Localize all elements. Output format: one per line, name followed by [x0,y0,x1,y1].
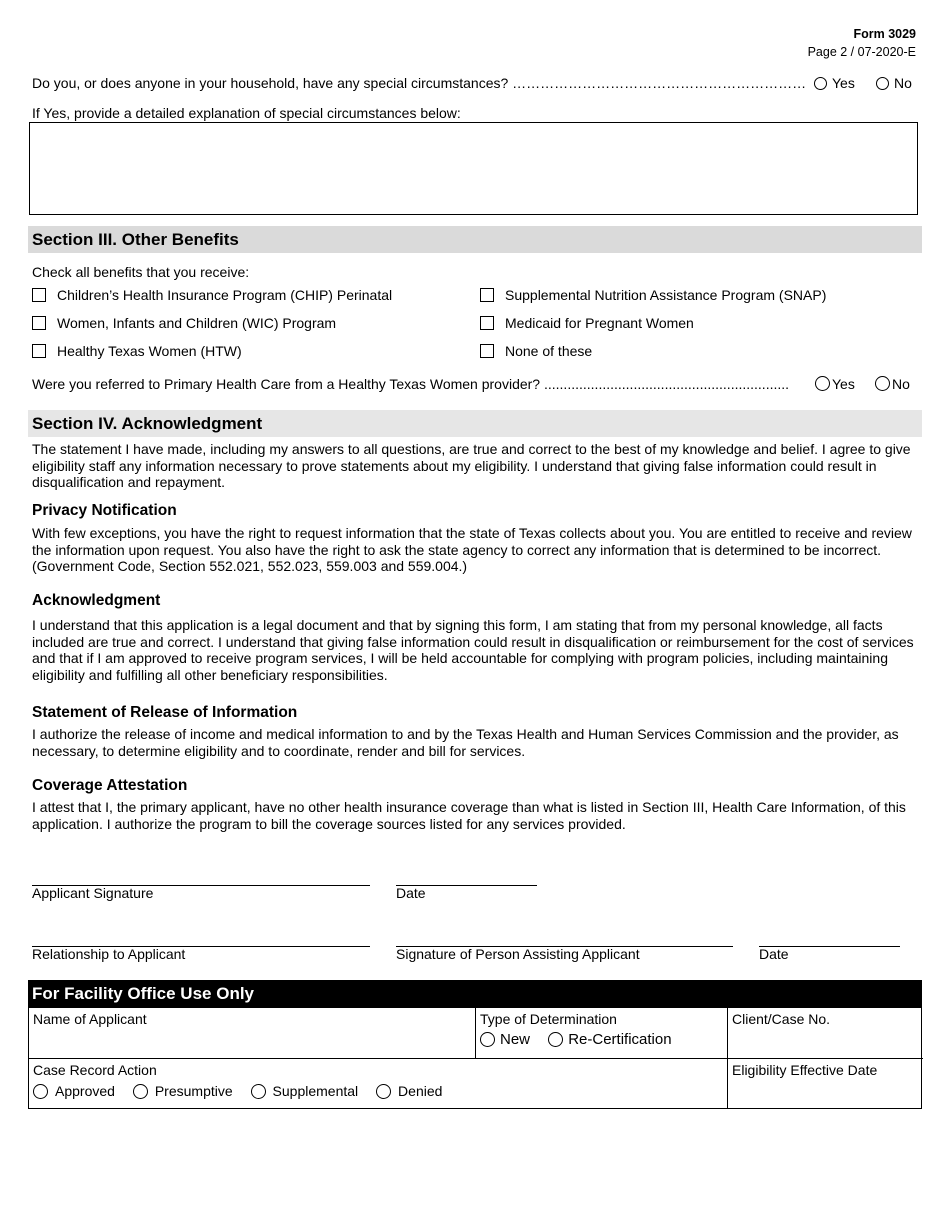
benefit-label: Healthy Texas Women (HTW) [57,343,242,359]
explain-label: If Yes, provide a detailed explanation of special circumstances below: [32,105,461,121]
client-case-no-field[interactable] [728,1008,923,1058]
special-circumstances-question [32,75,806,91]
referral-yes-option[interactable] [815,376,855,392]
benefit-snap[interactable] [480,287,826,303]
section-4-header [28,410,922,437]
radio-button-icon[interactable] [875,376,890,391]
checkbox-icon[interactable] [480,288,494,302]
radio-button-icon[interactable] [548,1032,563,1047]
determination-label: Type of Determination [480,1011,617,1027]
date-label: Date [396,885,426,901]
acknowledgment-intro: The statement I have made, including my answers to all questions, are true and correct to the best of my knowledge and belief. I agree to give eligibility staff any information necessary to prove statements about my eligibility. I understand that giving false information could result in disqualification and repayment. [32,441,911,490]
case-no-label: Client/Case No. [732,1011,831,1027]
no-label: No [894,75,912,91]
coverage-text: I attest that I, the primary applicant, have no other health insurance coverage than what is listed in Section III, Health Care Information, of this application. I authorize the program to bill the coverage sources listed for any services provided. [32,799,906,832]
option-label: Denied [398,1083,443,1099]
facility-table [28,1008,922,1109]
checkbox-icon[interactable] [480,316,494,330]
radio-button-icon[interactable] [133,1084,148,1099]
checkbox-icon[interactable] [32,344,46,358]
checkbox-icon[interactable] [32,316,46,330]
special-yes-option[interactable] [814,75,855,91]
radio-button-icon[interactable] [876,77,889,90]
benefit-label: Medicaid for Pregnant Women [505,315,694,331]
section-3-title: Section III. Other Benefits [32,230,239,249]
benefit-label: Children’s Health Insurance Program (CHIP) Perinatal [57,287,393,303]
determination-recert-option[interactable] [548,1031,671,1048]
name-of-applicant-field[interactable] [29,1008,475,1058]
applicant-signature-label: Applicant Signature [32,885,154,901]
ack-heading: Acknowledgment [32,592,161,609]
radio-button-icon[interactable] [814,77,827,90]
coverage-heading: Coverage Attestation [32,777,188,794]
benefit-wic[interactable] [32,315,336,331]
benefit-htw[interactable] [32,343,242,359]
yes-label: Yes [832,75,855,91]
facility-office-section [28,980,922,1109]
checkbox-icon[interactable] [480,344,494,358]
section-3-header [28,226,922,253]
option-label: Approved [55,1083,115,1099]
benefit-medicaid[interactable] [480,315,694,331]
referral-question [32,376,789,392]
release-text: I authorize the release of income and medical information to and by the Texas Health and Human Services Commission and the provider, as necessary, to determine eligibility and to coordinate, render and bill for services. [32,726,899,759]
radio-button-icon[interactable] [376,1084,391,1099]
option-label: Presumptive [154,1083,233,1099]
benefit-label: None of these [505,343,593,359]
page-info: Page 2 / 07-2020-E [807,45,916,59]
explanation-textarea[interactable] [29,122,918,215]
benefits-instruction: Check all benefits that you receive: [32,264,250,280]
action-presumptive-option[interactable] [133,1083,233,1099]
facility-title: For Facility Office Use Only [28,980,922,1008]
case-record-action-field [29,1059,727,1108]
type-of-determination-field [476,1008,727,1058]
release-heading: Statement of Release of Information [32,704,298,721]
referral-text: Were you referred to Primary Health Care from a Healthy Texas Women provider? [32,376,544,392]
privacy-text: With few exceptions, you have the right to request information that the state of Texas collects about you. You are entitled to receive and review the information upon request. You also have the right to ask the state agency to correct any information that is determined to be incorrect. (Government Code, Section 552.021, 552.023, 559.003 and 559.004.) [32,525,912,574]
special-circumstances-text: Do you, or does anyone in your household, have any special circumstances? [32,75,513,91]
name-of-applicant-label: Name of Applicant [33,1011,147,1027]
yes-label: Yes [832,376,855,392]
section-4-title: Section IV. Acknowledgment [32,414,263,433]
case-action-label: Case Record Action [33,1062,157,1078]
privacy-heading: Privacy Notification [32,502,177,519]
radio-button-icon[interactable] [251,1084,266,1099]
option-label: Supplemental [272,1083,359,1099]
option-label: Re-Certification [568,1031,672,1048]
eligibility-effective-date-field[interactable] [728,1059,923,1108]
option-label: New [500,1031,531,1048]
ack-text: I understand that this application is a legal document and that by signing this form, I am stating that from my personal knowledge, all facts included are true and correct. I understand that giving false information could result in disqualification or reimbursement for the cost of services and that if I am approved to receive program services, I will be held accountable for complying with program policies, including maintaining eligibility and fulfilling all other beneficiary responsibilities. [32,617,914,683]
referral-no-option[interactable] [875,376,910,392]
action-approved-option[interactable] [33,1083,115,1099]
benefit-label: Supplemental Nutrition Assistance Program (SNAP) [505,287,827,303]
checkbox-icon[interactable] [32,288,46,302]
special-no-option[interactable] [876,75,912,91]
assisting-signature-label: Signature of Person Assisting Applicant [396,946,640,962]
determination-new-option[interactable] [480,1031,530,1048]
action-denied-option[interactable] [376,1083,442,1099]
relationship-label: Relationship to Applicant [32,946,186,962]
benefit-none[interactable] [480,343,592,359]
radio-button-icon[interactable] [33,1084,48,1099]
form-number: Form 3029 [853,27,916,41]
date-label-2: Date [759,946,789,962]
action-supplemental-option[interactable] [251,1083,359,1099]
leader-dots: ............................................................... [543,376,790,392]
leader-dots: ……………………………………………………… [512,75,807,91]
effective-date-label: Eligibility Effective Date [732,1062,878,1078]
radio-button-icon[interactable] [480,1032,495,1047]
benefit-chip[interactable] [32,287,392,303]
radio-button-icon[interactable] [815,376,830,391]
no-label: No [892,376,910,392]
benefit-label: Women, Infants and Children (WIC) Program [57,315,337,331]
